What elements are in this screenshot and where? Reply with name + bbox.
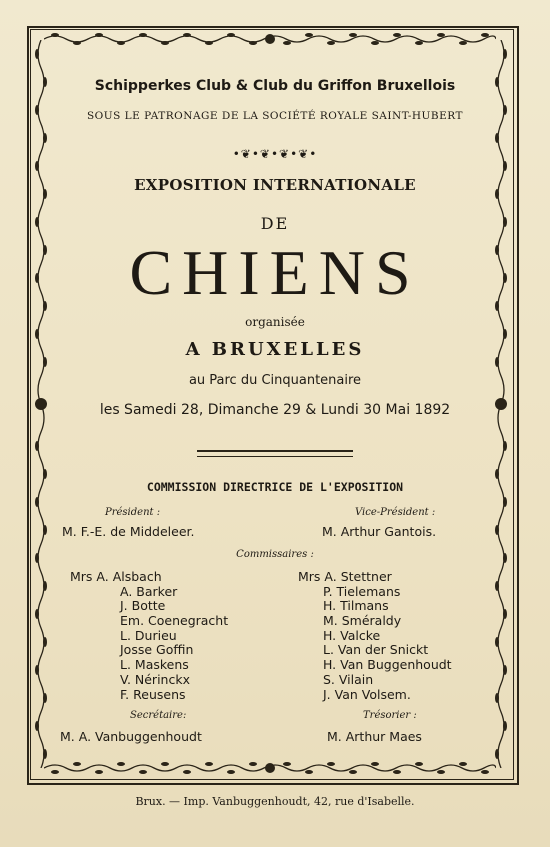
exposition-heading: EXPOSITION INTERNATIONALE [134, 176, 416, 194]
list-item: S. Vilain [323, 671, 374, 687]
vine-ornament-bottom [44, 760, 496, 776]
list-item: L. Durieu [120, 627, 177, 643]
list-item: M. Sméraldy [323, 613, 402, 629]
venue-line: au Parc du Cinquantenaire [188, 373, 362, 388]
vice-president-name: M. Arthur Gantois. [322, 524, 437, 539]
commissaires-label: Commissaires : [236, 549, 314, 560]
list-item: Em. Coenegracht [120, 613, 229, 629]
fleuron-divider: •❦•❦•❦•❦• [232, 147, 318, 161]
list-item: H. Tilmans [323, 598, 389, 614]
list-item: J. Van Volsem. [323, 686, 411, 702]
dates-line: les Samedi 28, Dimanche 29 & Lundi 30 Mai 1892 [99, 402, 451, 418]
list-item: L. Van der Snickt [323, 642, 429, 658]
commissaires-list-left [70, 569, 228, 701]
secretary-label: Secrétaire: [130, 710, 187, 721]
list-item: Mrs A. Alsbach [70, 569, 162, 584]
list-item: H. Van Buggenhoudt [323, 657, 452, 673]
secretary-name: M. A. Vanbuggenhoudt [60, 729, 202, 744]
list-item: J. Botte [120, 598, 166, 614]
city-line: A BRUXELLES [185, 339, 365, 360]
president-label: Président : [105, 507, 161, 518]
list-item: P. Tielemans [323, 583, 401, 599]
printer-imprint: Brux. — Imp. Vanbuggenhoudt, 42, rue d'Isabelle. [135, 795, 415, 808]
double-rule-divider [197, 450, 353, 457]
de-word: DE [260, 214, 290, 233]
vine-ornament-top [44, 31, 496, 47]
list-item: H. Valcke [323, 627, 381, 643]
club-name: Schipperkes Club & Club du Griffon Bruxellois [94, 78, 456, 94]
vice-president-label: Vice-Président : [355, 507, 436, 518]
list-item: V. Nérinckx [120, 671, 190, 687]
list-item: F. Reusens [120, 686, 186, 702]
commissaires-list-right [298, 569, 452, 701]
treasurer-name: M. Arthur Maes [327, 729, 422, 744]
list-item: L. Maskens [120, 657, 189, 673]
commission-heading: COMMISSION DIRECTRICE DE L'EXPOSITION [146, 480, 404, 494]
patronage-line: SOUS LE PATRONAGE DE LA SOCIÉTÉ ROYALE SAINT-HUBERT [86, 110, 464, 122]
list-item: Josse Goffin [120, 642, 194, 658]
president-name: M. F.-E. de Middeleer. [62, 524, 195, 539]
list-item: A. Barker [120, 583, 178, 599]
main-title-chiens: CHIENS [129, 237, 421, 308]
treasurer-label: Trésorier : [363, 710, 417, 721]
organisee-word: organisée [245, 315, 305, 329]
list-item: Mrs A. Stettner [298, 569, 392, 584]
